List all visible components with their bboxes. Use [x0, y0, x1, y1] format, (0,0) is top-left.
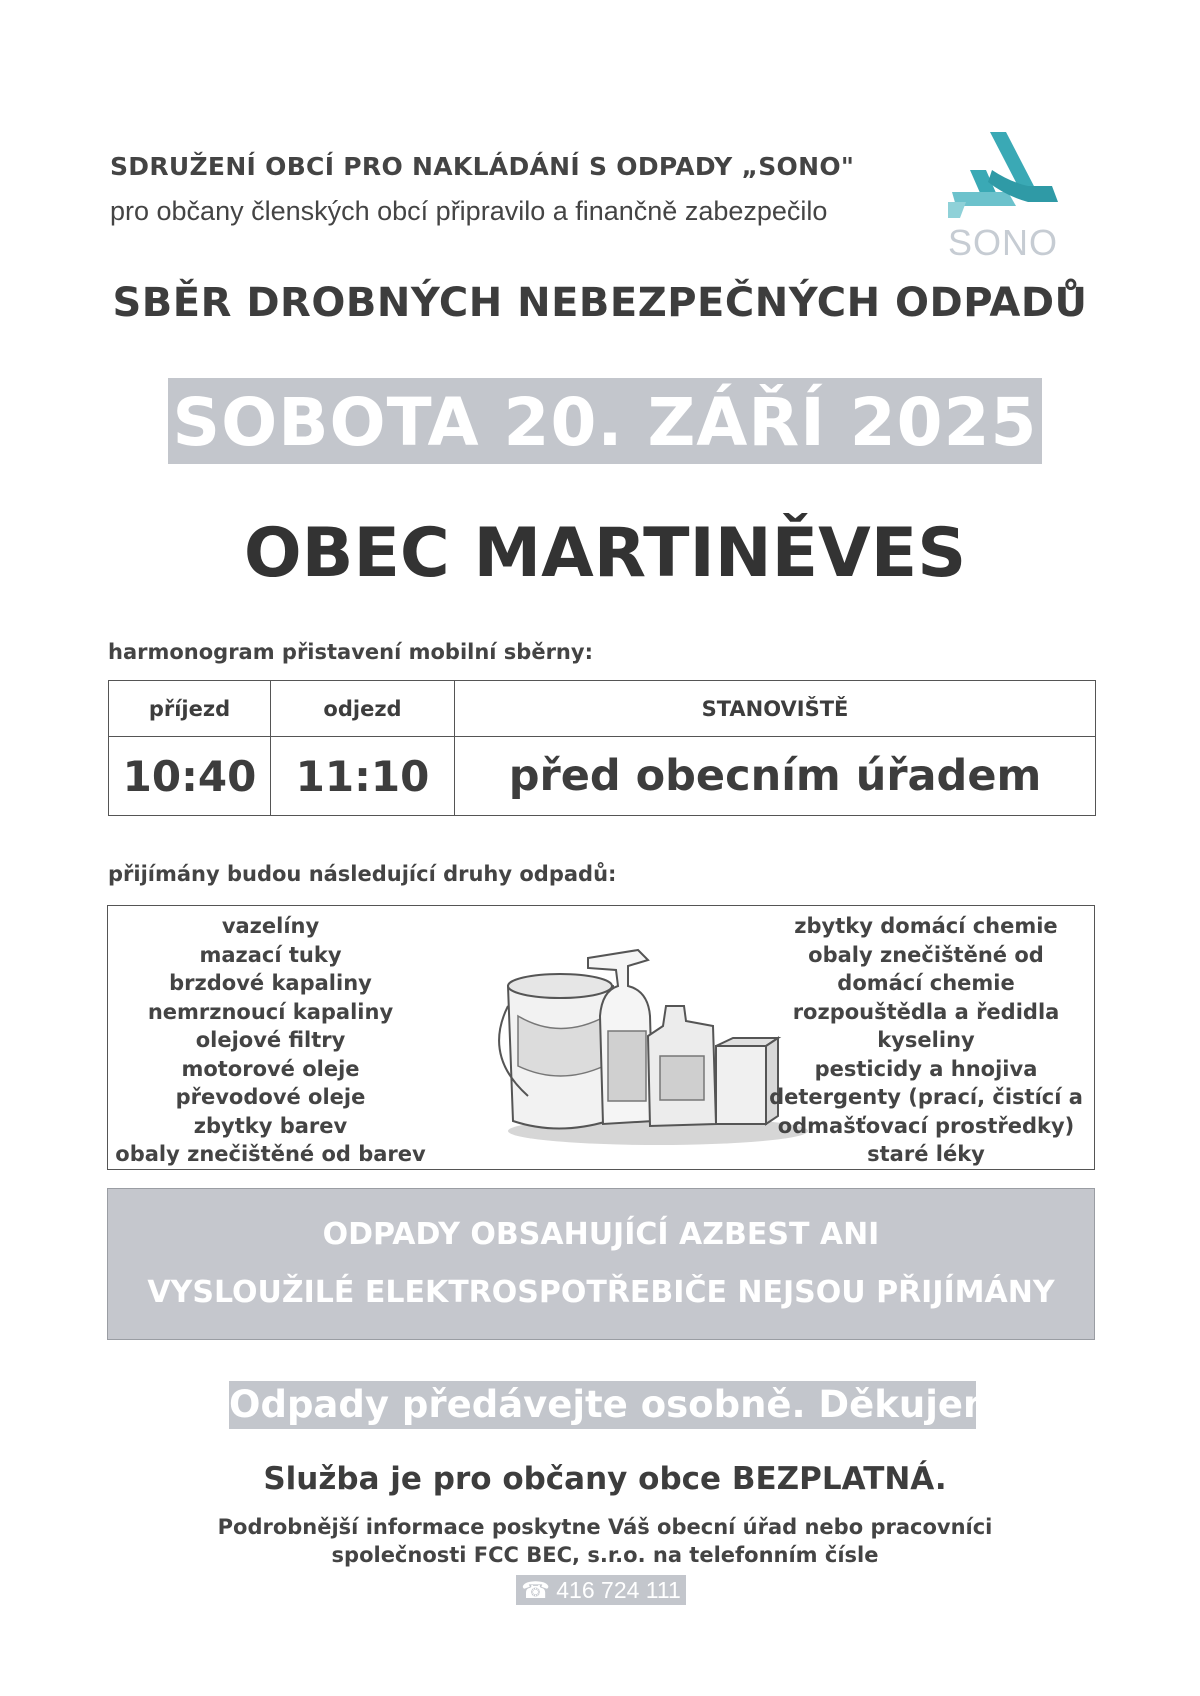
event-title: SBĚR DROBNÝCH NEBEZPEČNÝCH ODPADŮ	[112, 280, 1088, 326]
thanks-banner	[229, 1381, 1041, 1429]
list-item: vazelíny	[221, 914, 320, 938]
arrival-header: příjezd	[109, 681, 271, 737]
list-item: olejové filtry	[195, 1028, 346, 1052]
sono-logo-text: SONO	[948, 222, 1059, 263]
waste-types-label: přijímány budou následující druhy odpadů:	[108, 862, 617, 886]
info-line-1: Podrobnější informace poskytne Váš obecní úřad nebo pracovníci	[217, 1515, 993, 1539]
schedule-label: harmonogram přistavení mobilní sběrny:	[108, 640, 593, 664]
list-item: motorové oleje	[181, 1056, 360, 1081]
list-item: nemrznoucí kapaliny	[147, 999, 394, 1024]
list-item: pesticidy a hnojiva	[814, 1056, 1038, 1081]
sono-logo	[948, 130, 1068, 263]
list-item: zbytky domácí chemie	[794, 914, 1058, 938]
list-item: detergenty (prací, čistící a	[769, 1085, 1083, 1109]
list-item: domácí chemie	[837, 971, 1015, 995]
schedule-table	[108, 680, 1096, 816]
waste-list-right	[758, 912, 1094, 1169]
list-item: převodové oleje	[175, 1085, 366, 1109]
waste-types-box	[107, 905, 1095, 1170]
phone-text: 416 724 111	[556, 1577, 681, 1603]
list-item: staré léky	[867, 1142, 985, 1166]
organization-title: SDRUŽENÍ OBCÍ PRO NAKLÁDÁNÍ S ODPADY „SONO"	[110, 152, 855, 181]
location: před obecním úřadem	[455, 737, 1096, 816]
info-line-2: společnosti FCC BEC, s.r.o. na telefonním čísle	[331, 1543, 879, 1567]
sono-logo-mark-icon	[948, 130, 1058, 225]
location-header: STANOVIŠTĚ	[455, 681, 1096, 737]
list-item: mazací tuky	[199, 942, 342, 967]
notice-line-2: VYSLOUŽILÉ ELEKTROSPOTŘEBIČE NEJSOU PŘIJÍMÁNY	[147, 1275, 1055, 1310]
list-item: kyseliny	[877, 1028, 975, 1052]
list-item: brzdové kapaliny	[169, 971, 372, 995]
phone-number	[516, 1575, 686, 1605]
thanks-text: Odpady předávejte osobně. Děkujeme.	[229, 1383, 1041, 1426]
date-banner	[168, 378, 1042, 464]
schedule-header-row	[109, 681, 1096, 737]
list-item: obaly znečištěné od	[808, 942, 1044, 967]
departure-time: 11:10	[271, 737, 455, 816]
waste-list-left	[108, 912, 433, 1169]
list-item: zbytky barev	[193, 1113, 348, 1138]
notice-line-1: ODPADY OBSAHUJÍCÍ AZBEST ANI	[322, 1217, 880, 1252]
list-item: obaly znečištěné od barev	[115, 1142, 426, 1166]
list-item: odmašťovací prostředky)	[777, 1113, 1075, 1138]
event-date: SOBOTA 20. ZÁŘÍ 2025	[172, 384, 1038, 461]
exclusion-notice	[107, 1188, 1095, 1340]
village-name: OBEC MARTINĚVES	[243, 514, 967, 593]
list-item: rozpouštědla a ředidla	[792, 999, 1060, 1024]
departure-header: odjezd	[271, 681, 455, 737]
organization-subtitle: pro občany členských obcí připravilo a finančně zabezpečilo	[110, 196, 828, 226]
phone-icon: ☎	[521, 1577, 550, 1603]
schedule-row	[109, 737, 1096, 816]
arrival-time: 10:40	[109, 737, 271, 816]
free-service-text: Služba je pro občany obce BEZPLATNÁ.	[263, 1461, 947, 1497]
